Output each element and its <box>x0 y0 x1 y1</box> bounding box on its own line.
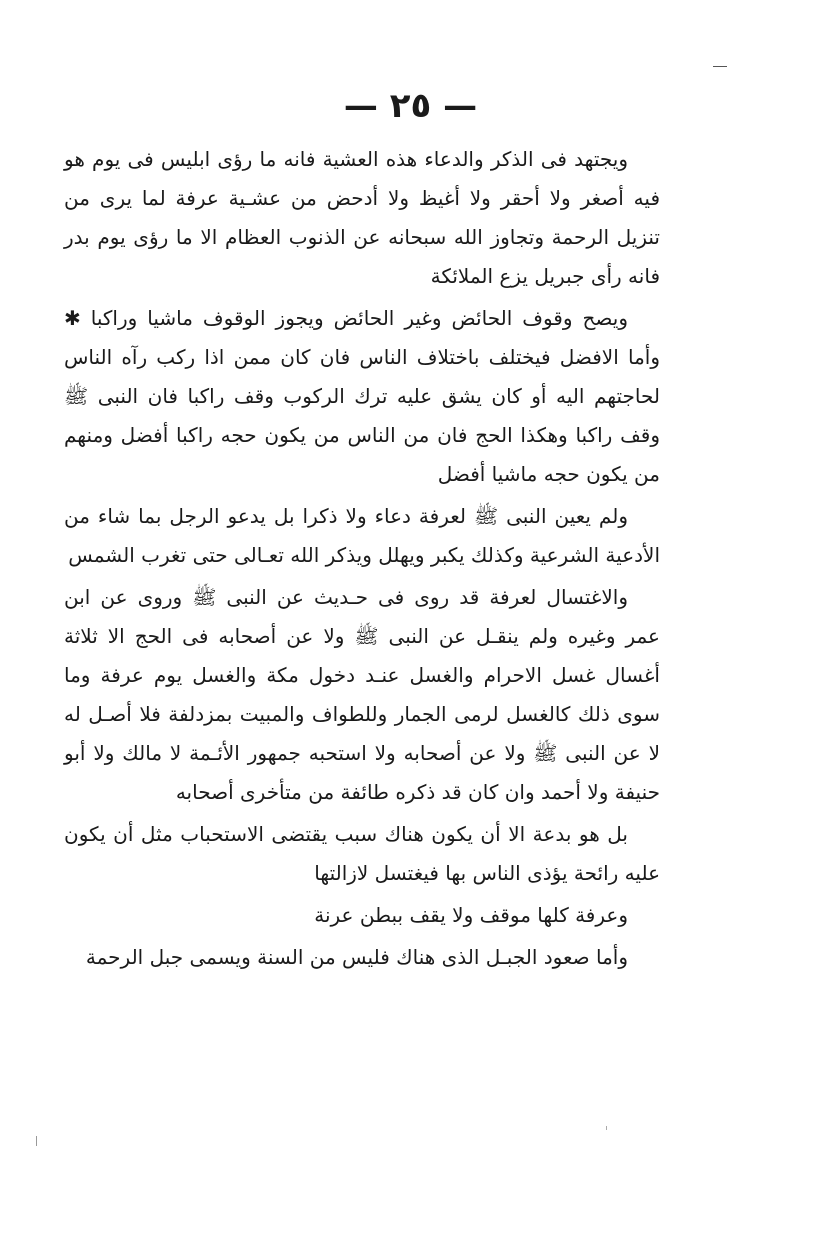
body-text <box>64 140 660 980</box>
page-number: — ٢٥ — <box>343 86 478 126</box>
paragraph-ghusl: والاغتسال لعرفة قد روى فى حـديث عن النبى ﷺ وروى عن ابن عمر وغيره ولم ينقـل عن النبى ﷺ ولا عن أصحابه فى الحج الا ثلاثة أغسال غسل الاحرام والغسل عنـد دخول مكة والغسل يوم عرفة وما سوى ذلك كالغسل لرمى الجمار وللطواف والمبيت بمزدلفة فلا أصـل له لا عن النبى ﷺ ولا عن أصحابه ولا استحبه جمهور الأئـمة لا مالك ولا أبو حنيفة ولا أحمد وان كان قد ذكره طائفة من متأخرى أصحابه <box>64 585 660 804</box>
scan-edge-mark <box>36 1136 37 1146</box>
paragraph-dhikr-arafa: ويجتهد فى الذكر والدعاء هذه العشية فانه ما رؤى ابليس فى يوم هو فيه أصغر ولا أحقر ولا أغيظ ولا أدحض من عشـية عرفة لما يرى من تنزيل الرحمة وتجاوز الله سبحانه عن الذنوب العظام الا ما رؤى يوم بدر فانه رأى جبريل يزع الملائكة <box>64 147 660 288</box>
paragraph-jabal-rahma: وأما صعود الجبـل الذى هناك فليس من السنة ويسمى جبل الرحمة <box>85 945 628 969</box>
paragraph-bidah: بل هو بدعة الا أن يكون هناك سبب يقتضى الاستحباب مثل أن يكون عليه رائحة يؤذى الناس بها فيغتسل لازالتها <box>64 822 660 885</box>
scan-dot <box>606 1126 607 1130</box>
corner-dash <box>713 66 727 67</box>
paragraph-standing-rules: ويصح وقوف الحائض وغير الحائض ويجوز الوقوف ماشيا وراكبا ✱ وأما الافضل فيختلف باختلاف الناس فان كان ممن اذا ركب رآه الناس لحاجتهم اليه أو كان يشق عليه ترك الركوب وقف راكبا فان النبى ﷺ وقف راكبا وهكذا الحج فان من الناس من يكون حجه راكبا أفضل ومنهم من يكون حجه ماشيا أفضل <box>64 306 660 486</box>
paragraph-arafa-mawqif: وعرفة كلها موقف ولا يقف ببطن عرنة <box>314 903 628 927</box>
paragraph-supplication: ولم يعين النبى ﷺ لعرفة دعاء ولا ذكرا بل يدعو الرجل بما شاء من الأدعية الشرعية وكذلك يكبر ويهلل ويذكر الله تعـالى حتى تغرب الشمس <box>64 504 660 567</box>
